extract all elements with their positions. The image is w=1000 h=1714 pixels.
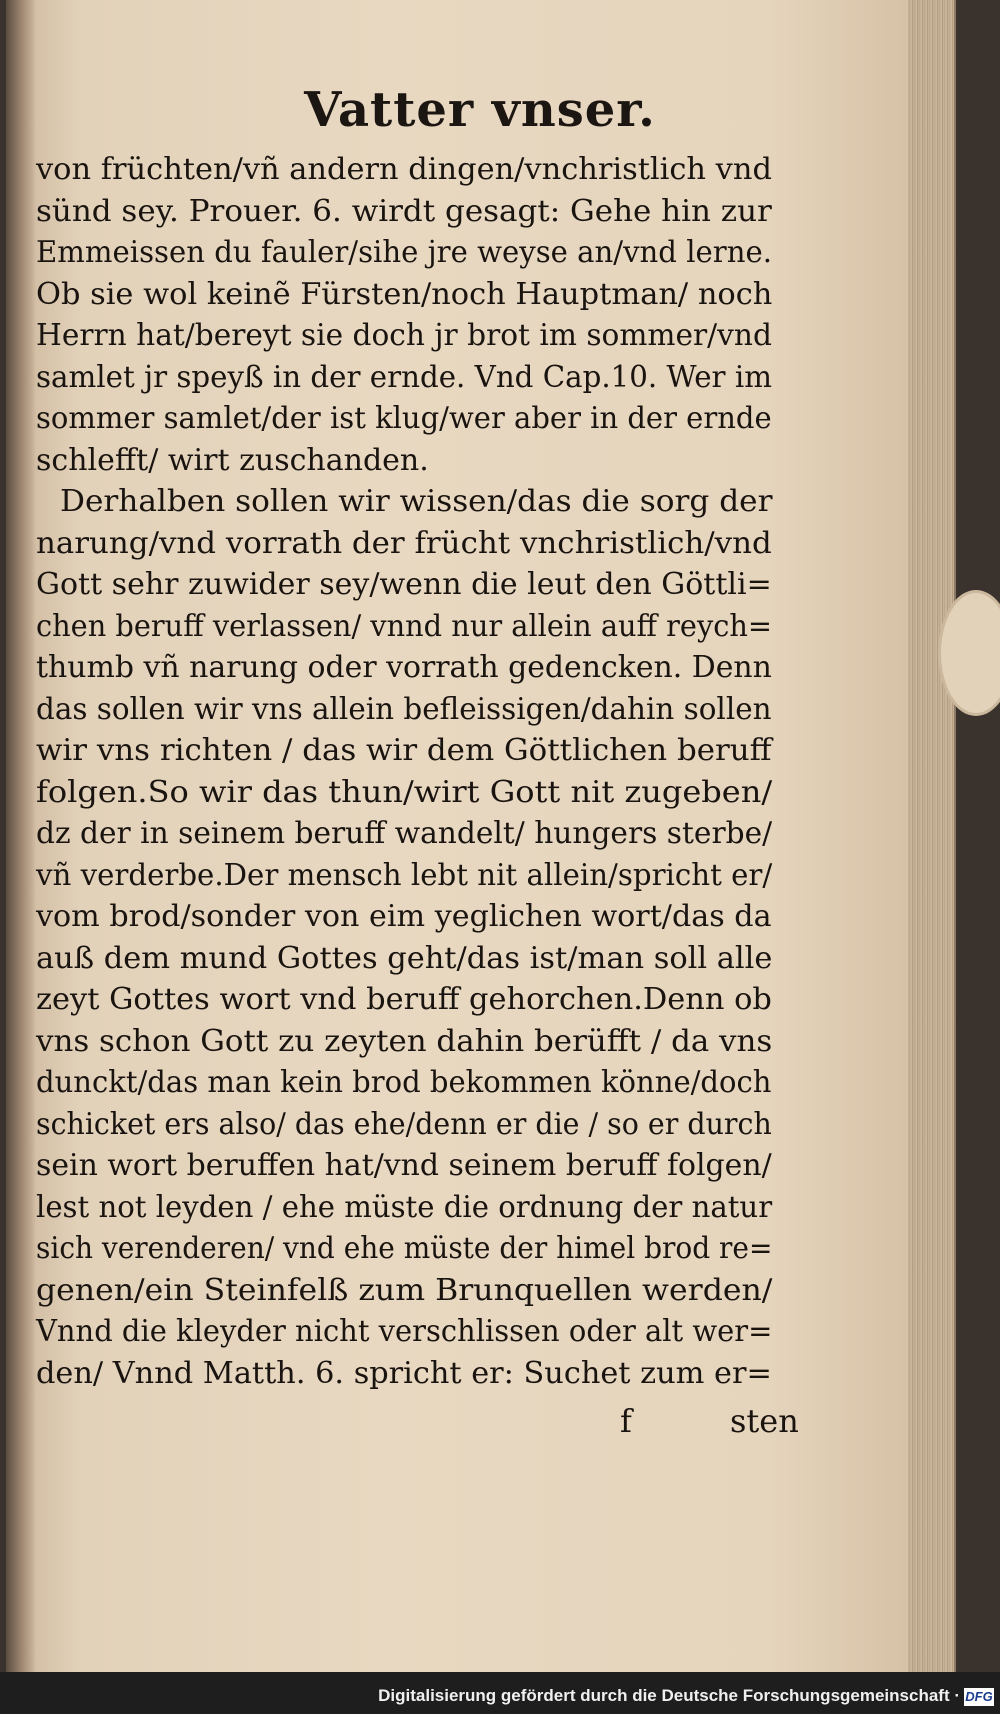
text-line: Derhalben sollen wir wissen/das die sorg der bbox=[60, 484, 773, 519]
text-line: chen beruff verlassen/ vnnd nur allein auff reych= bbox=[36, 608, 773, 644]
page-edges bbox=[908, 0, 954, 1672]
text-line: Vnnd die kleyder nicht verschlissen oder alt wer= bbox=[36, 1314, 773, 1349]
text-line: sommer samlet/der ist klug/wer aber in der ernde bbox=[36, 401, 772, 436]
funding-credit: Digitalisierung gefördert durch die Deutsche Forschungsgemeinschaft · bbox=[378, 1686, 960, 1705]
text-line: auß dem mund Gottes geht/das ist/man soll alle bbox=[36, 940, 773, 976]
text-line: thumb vñ narung oder vorrath gedencken. Denn bbox=[36, 650, 772, 685]
text-line: Herrn hat/bereyt sie doch jr brot im sommer/vnd bbox=[36, 318, 772, 353]
text-line: den/ Vnnd Matth. 6. spricht er: Suchet zum er= bbox=[36, 1355, 772, 1391]
text-line: wir vns richten / das wir dem Göttlichen beruff bbox=[36, 733, 772, 768]
text-line: das sollen wir vns allein befleissigen/dahin sollen bbox=[36, 691, 772, 727]
text-line: von früchten/vñ andern dingen/vnchristlich vnd bbox=[36, 152, 772, 187]
text-line: vñ verderbe.Der mensch lebt nit allein/spricht er/ bbox=[36, 857, 773, 893]
text-line: sich verenderen/ vnd ehe müste der himel brod re= bbox=[36, 1231, 773, 1266]
text-line: dz der in seinem beruff wandelt/ hungers sterbe/ bbox=[36, 816, 773, 851]
text-line: narung/vnd vorrath der frücht vnchristlich/vnd bbox=[36, 525, 772, 561]
text-line: schicket ers also/ das ehe/denn er die / so er durch bbox=[36, 1106, 772, 1142]
running-header: Vatter vnser. bbox=[304, 82, 656, 138]
text-line: vns schon Gott zu zeyten dahin berüfft / da vns bbox=[36, 1023, 773, 1059]
text-line: Emmeissen du fauler/sihe jre weyse an/vnd lerne. bbox=[36, 235, 772, 270]
text-line: lest not leyden / ehe müste die ordnung der natur bbox=[36, 1189, 773, 1225]
text-line: zeyt Gottes wort vnd beruff gehorchen.Denn ob bbox=[36, 982, 772, 1017]
text-line: genen/ein Steinfelß zum Brunquellen werden/ bbox=[36, 1272, 773, 1308]
text-line: schlefft/ wirt zuschanden. bbox=[36, 442, 429, 478]
footer-bar bbox=[0, 1672, 1000, 1714]
text-line: vom brod/sonder von eim yeglichen wort/das da bbox=[36, 899, 772, 934]
signature-mark: f bbox=[620, 1402, 632, 1440]
text-line: folgen.So wir das thun/wirt Gott nit zugeben/ bbox=[36, 774, 773, 810]
text-line: dunckt/das man kein brod bekommen könne/doch bbox=[36, 1065, 772, 1100]
text-line: samlet jr speyß in der ernde. Vnd Cap.10. Wer im bbox=[36, 359, 772, 395]
catchword: sten bbox=[730, 1402, 799, 1440]
dfg-logo: DFG bbox=[965, 1689, 993, 1704]
text-line: sünd sey. Prouer. 6. wirdt gesagt: Gehe hin zur bbox=[36, 193, 772, 229]
text-line: Gott sehr zuwider sey/wenn die leut den Göttli= bbox=[36, 567, 772, 602]
text-line: sein wort beruffen hat/vnd seinem beruff folgen/ bbox=[36, 1148, 772, 1183]
text-line: Ob sie wol keinẽ Fürsten/noch Hauptman/ noch bbox=[36, 276, 773, 312]
